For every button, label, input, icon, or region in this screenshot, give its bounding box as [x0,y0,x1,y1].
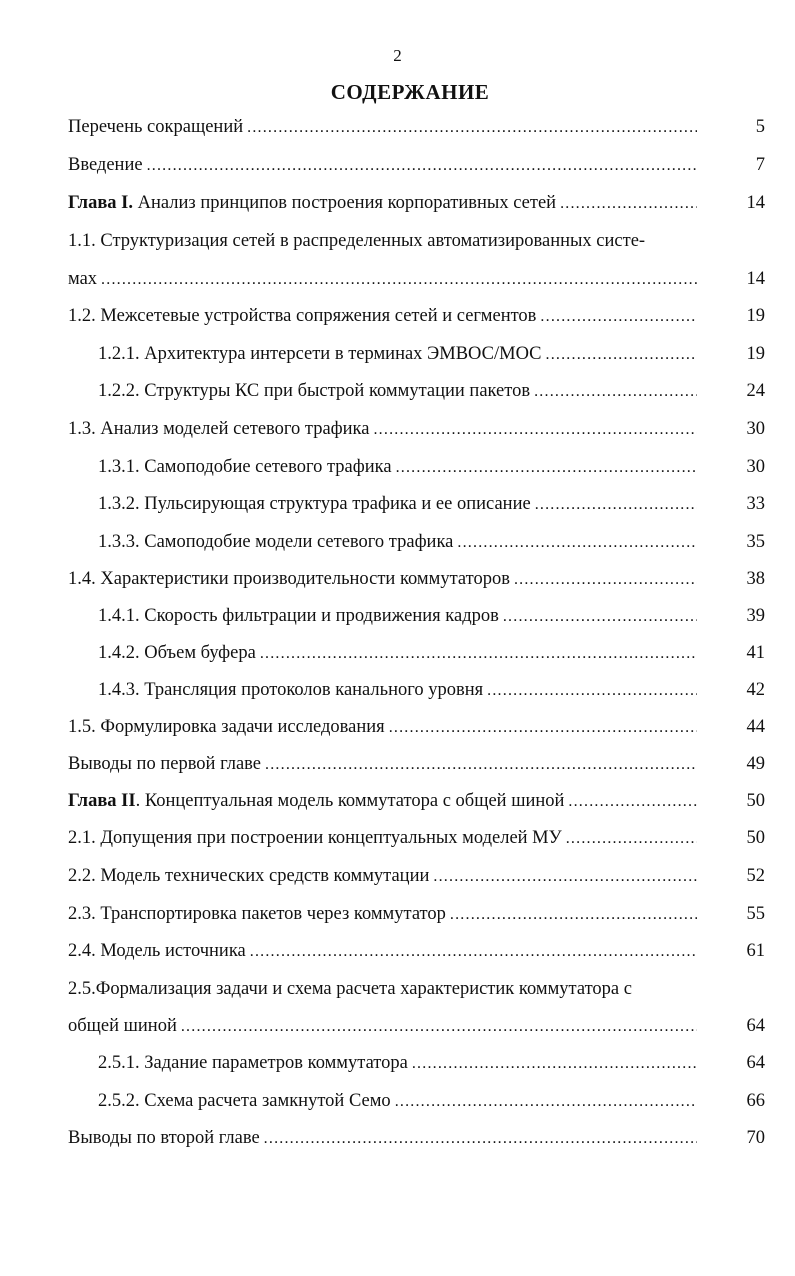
toc-text: 2.5.Формализация задачи и схема расчета характеристик коммутатора с [68,979,632,999]
toc-prefix: Глава II [68,791,136,811]
toc-entry [68,941,697,971]
toc-row [0,866,795,896]
toc-page-number: 38 [746,569,765,589]
toc-label [68,193,556,214]
dot-leader [247,119,697,137]
toc-label [68,754,261,775]
toc-label [68,791,564,812]
toc-row [0,979,795,1009]
toc-page-number: 19 [746,306,765,326]
toc-entry [98,344,697,374]
toc-row [0,419,795,449]
toc-page-number: 7 [755,155,765,175]
toc-label [68,941,246,962]
dot-leader [457,534,697,552]
toc-text: 2.5.2. Схема расчета замкнутой Семо [98,1091,391,1111]
toc-page-number: 52 [746,866,765,886]
toc-entry [68,904,697,934]
dot-leader [568,793,697,811]
toc-entry [68,269,697,299]
toc-page-number: 44 [746,717,765,737]
toc-row [0,231,795,261]
toc-entry [68,754,697,784]
toc-label [68,306,536,327]
toc-label [98,680,483,701]
toc-page-number: 30 [746,457,765,477]
toc-text: 1.1. Структуризация сетей в распределенных автоматизированных систе- [68,231,646,251]
toc-entry [98,643,697,673]
toc-label [68,1016,177,1037]
toc-label [98,494,531,515]
toc-row [0,606,795,636]
dot-leader [514,571,697,589]
toc-page-number: 64 [746,1016,765,1036]
toc-row [0,1091,795,1121]
toc-row [0,1128,795,1158]
toc-page-number: 39 [746,606,765,626]
toc-label [98,457,392,478]
dot-leader [389,719,697,737]
toc-entry [98,606,697,636]
toc-label [68,231,697,252]
toc-label [98,1091,391,1112]
toc-entry [98,494,697,524]
toc-text: Выводы по второй главе [68,1128,260,1148]
dot-leader [250,943,697,961]
toc-row [0,717,795,747]
toc-entry [68,117,697,147]
toc-text: . Концептуальная модель коммутатора с общей шиной [135,791,565,811]
toc-row [0,193,795,223]
toc-prefix: Глава I. [68,193,134,213]
dot-leader [487,682,697,700]
toc-row [0,306,795,336]
dot-leader [546,346,698,364]
toc-label [68,828,562,849]
page-title: СОДЕРЖАНИЕ [330,80,490,104]
toc-text: 2.3. Транспортировка пакетов через коммутатор [68,904,446,924]
dot-leader [534,383,697,401]
toc-text: 1.3.3. Самоподобие модели сетевого трафика [98,532,454,552]
dot-leader [264,1130,697,1148]
toc-page-number: 55 [746,904,765,924]
toc-text: 1.3.2. Пульсирующая структура трафика и ее описание [98,494,531,514]
toc-page-number: 50 [746,828,765,848]
toc-page-number: 42 [746,680,765,700]
toc-row [0,494,795,524]
toc-row [0,155,795,185]
toc-row [0,457,795,487]
toc-label [68,904,446,925]
toc-entry [98,1053,697,1083]
toc-entry [68,1016,697,1046]
toc-text: Анализ принципов построения корпоративных сетей [133,193,557,213]
toc-page-number: 19 [746,344,765,364]
toc-row [0,1053,795,1083]
dot-leader [395,1093,697,1111]
toc-text: 1.5. Формулировка задачи исследования [68,717,385,737]
toc-page-number: 66 [746,1091,765,1111]
toc-row [0,569,795,599]
toc-row [0,941,795,971]
toc-page-number: 64 [746,1053,765,1073]
dot-leader [265,756,697,774]
dot-leader [560,195,697,213]
dot-leader [147,157,697,175]
toc-label [98,381,530,402]
toc-entry [98,532,697,562]
toc-row [0,791,795,821]
toc-label [68,569,510,590]
toc-label [98,532,453,553]
toc-entry [68,155,697,185]
dot-leader [450,906,697,924]
toc-entry [68,419,697,449]
toc-page-number: 24 [746,381,765,401]
toc-text: 1.2.1. Архитектура интерсети в терминах ЭМВОС/МОС [98,344,542,364]
toc-label [68,419,369,440]
toc-text: 1.4.3. Трансляция протоколов канального уровня [98,680,484,700]
toc-text: Выводы по первой главе [68,754,262,774]
toc-text: Перечень сокращений [68,117,244,137]
toc-row [0,1016,795,1046]
toc-entry [68,828,697,858]
toc-entry [68,306,697,336]
toc-label [68,269,97,290]
toc-text: 1.3.1. Самоподобие сетевого трафика [98,457,392,477]
toc-label [68,1128,260,1149]
toc-row [0,904,795,934]
toc-row [0,532,795,562]
toc-entry [98,457,697,487]
toc-text: общей шиной [68,1016,177,1036]
toc-text: 2.1. Допущения при построении концептуальных моделей МУ [68,828,562,848]
toc-row [0,680,795,710]
toc-page-number: 50 [746,791,765,811]
toc-label [98,643,256,664]
toc-page-number: 35 [746,532,765,552]
dot-leader [396,459,697,477]
toc-label [98,344,542,365]
toc-entry [68,791,697,821]
toc-label [98,606,499,627]
toc-page-number: 49 [746,754,765,774]
toc-text: 2.2. Модель технических средств коммутации [68,866,430,886]
toc-page-number: 14 [746,269,765,289]
toc-text: мах [68,269,98,289]
toc-entry [98,680,697,710]
dot-leader [540,308,697,326]
toc-label [68,117,243,138]
toc-row [0,381,795,411]
toc-label [68,866,429,887]
toc-text: 2.4. Модель источника [68,941,246,961]
dot-leader [503,608,697,626]
dot-leader [373,421,697,439]
toc-page-number: 30 [746,419,765,439]
toc-entry [68,569,697,599]
toc-entry [98,381,697,411]
toc-label [98,1053,408,1074]
dot-leader [101,271,697,289]
toc-text: 1.4.1. Скорость фильтрации и продвижения кадров [98,606,499,626]
toc-page-number: 33 [746,494,765,514]
toc-page-number: 14 [746,193,765,213]
toc-row [0,828,795,858]
dot-leader [260,645,697,663]
toc-row [0,344,795,374]
toc-text: 1.2.2. Структуры КС при быстрой коммутации пакетов [98,381,531,401]
toc-label [68,717,385,738]
toc-row [0,269,795,299]
toc-page-number: 5 [755,117,765,137]
toc-entry [68,193,697,223]
toc-entry [68,866,697,896]
dot-leader [433,868,697,886]
dot-leader [181,1018,697,1036]
page-number: 2 [393,46,402,65]
toc-text: 1.2. Межсетевые устройства сопряжения сетей и сегментов [68,306,537,326]
toc-label [68,155,143,176]
toc-text: 1.4. Характеристики производительности коммутаторов [68,569,510,589]
dot-leader [412,1055,697,1073]
dot-leader [566,830,697,848]
toc-text: 1.4.2. Объем буфера [98,643,256,663]
toc-row [0,117,795,147]
toc-label [68,979,697,1000]
toc-text: 2.5.1. Задание параметров коммутатора [98,1053,408,1073]
toc-entry [68,717,697,747]
toc-page-number: 70 [746,1128,765,1148]
toc-page-number: 61 [746,941,765,961]
toc-text: 1.3. Анализ моделей сетевого трафика [68,419,370,439]
toc-page-number: 41 [746,643,765,663]
toc-row [0,754,795,784]
toc-entry [98,1091,697,1121]
toc-entry [68,1128,697,1158]
toc-text: Введение [68,155,143,175]
dot-leader [535,496,697,514]
toc-row [0,643,795,673]
